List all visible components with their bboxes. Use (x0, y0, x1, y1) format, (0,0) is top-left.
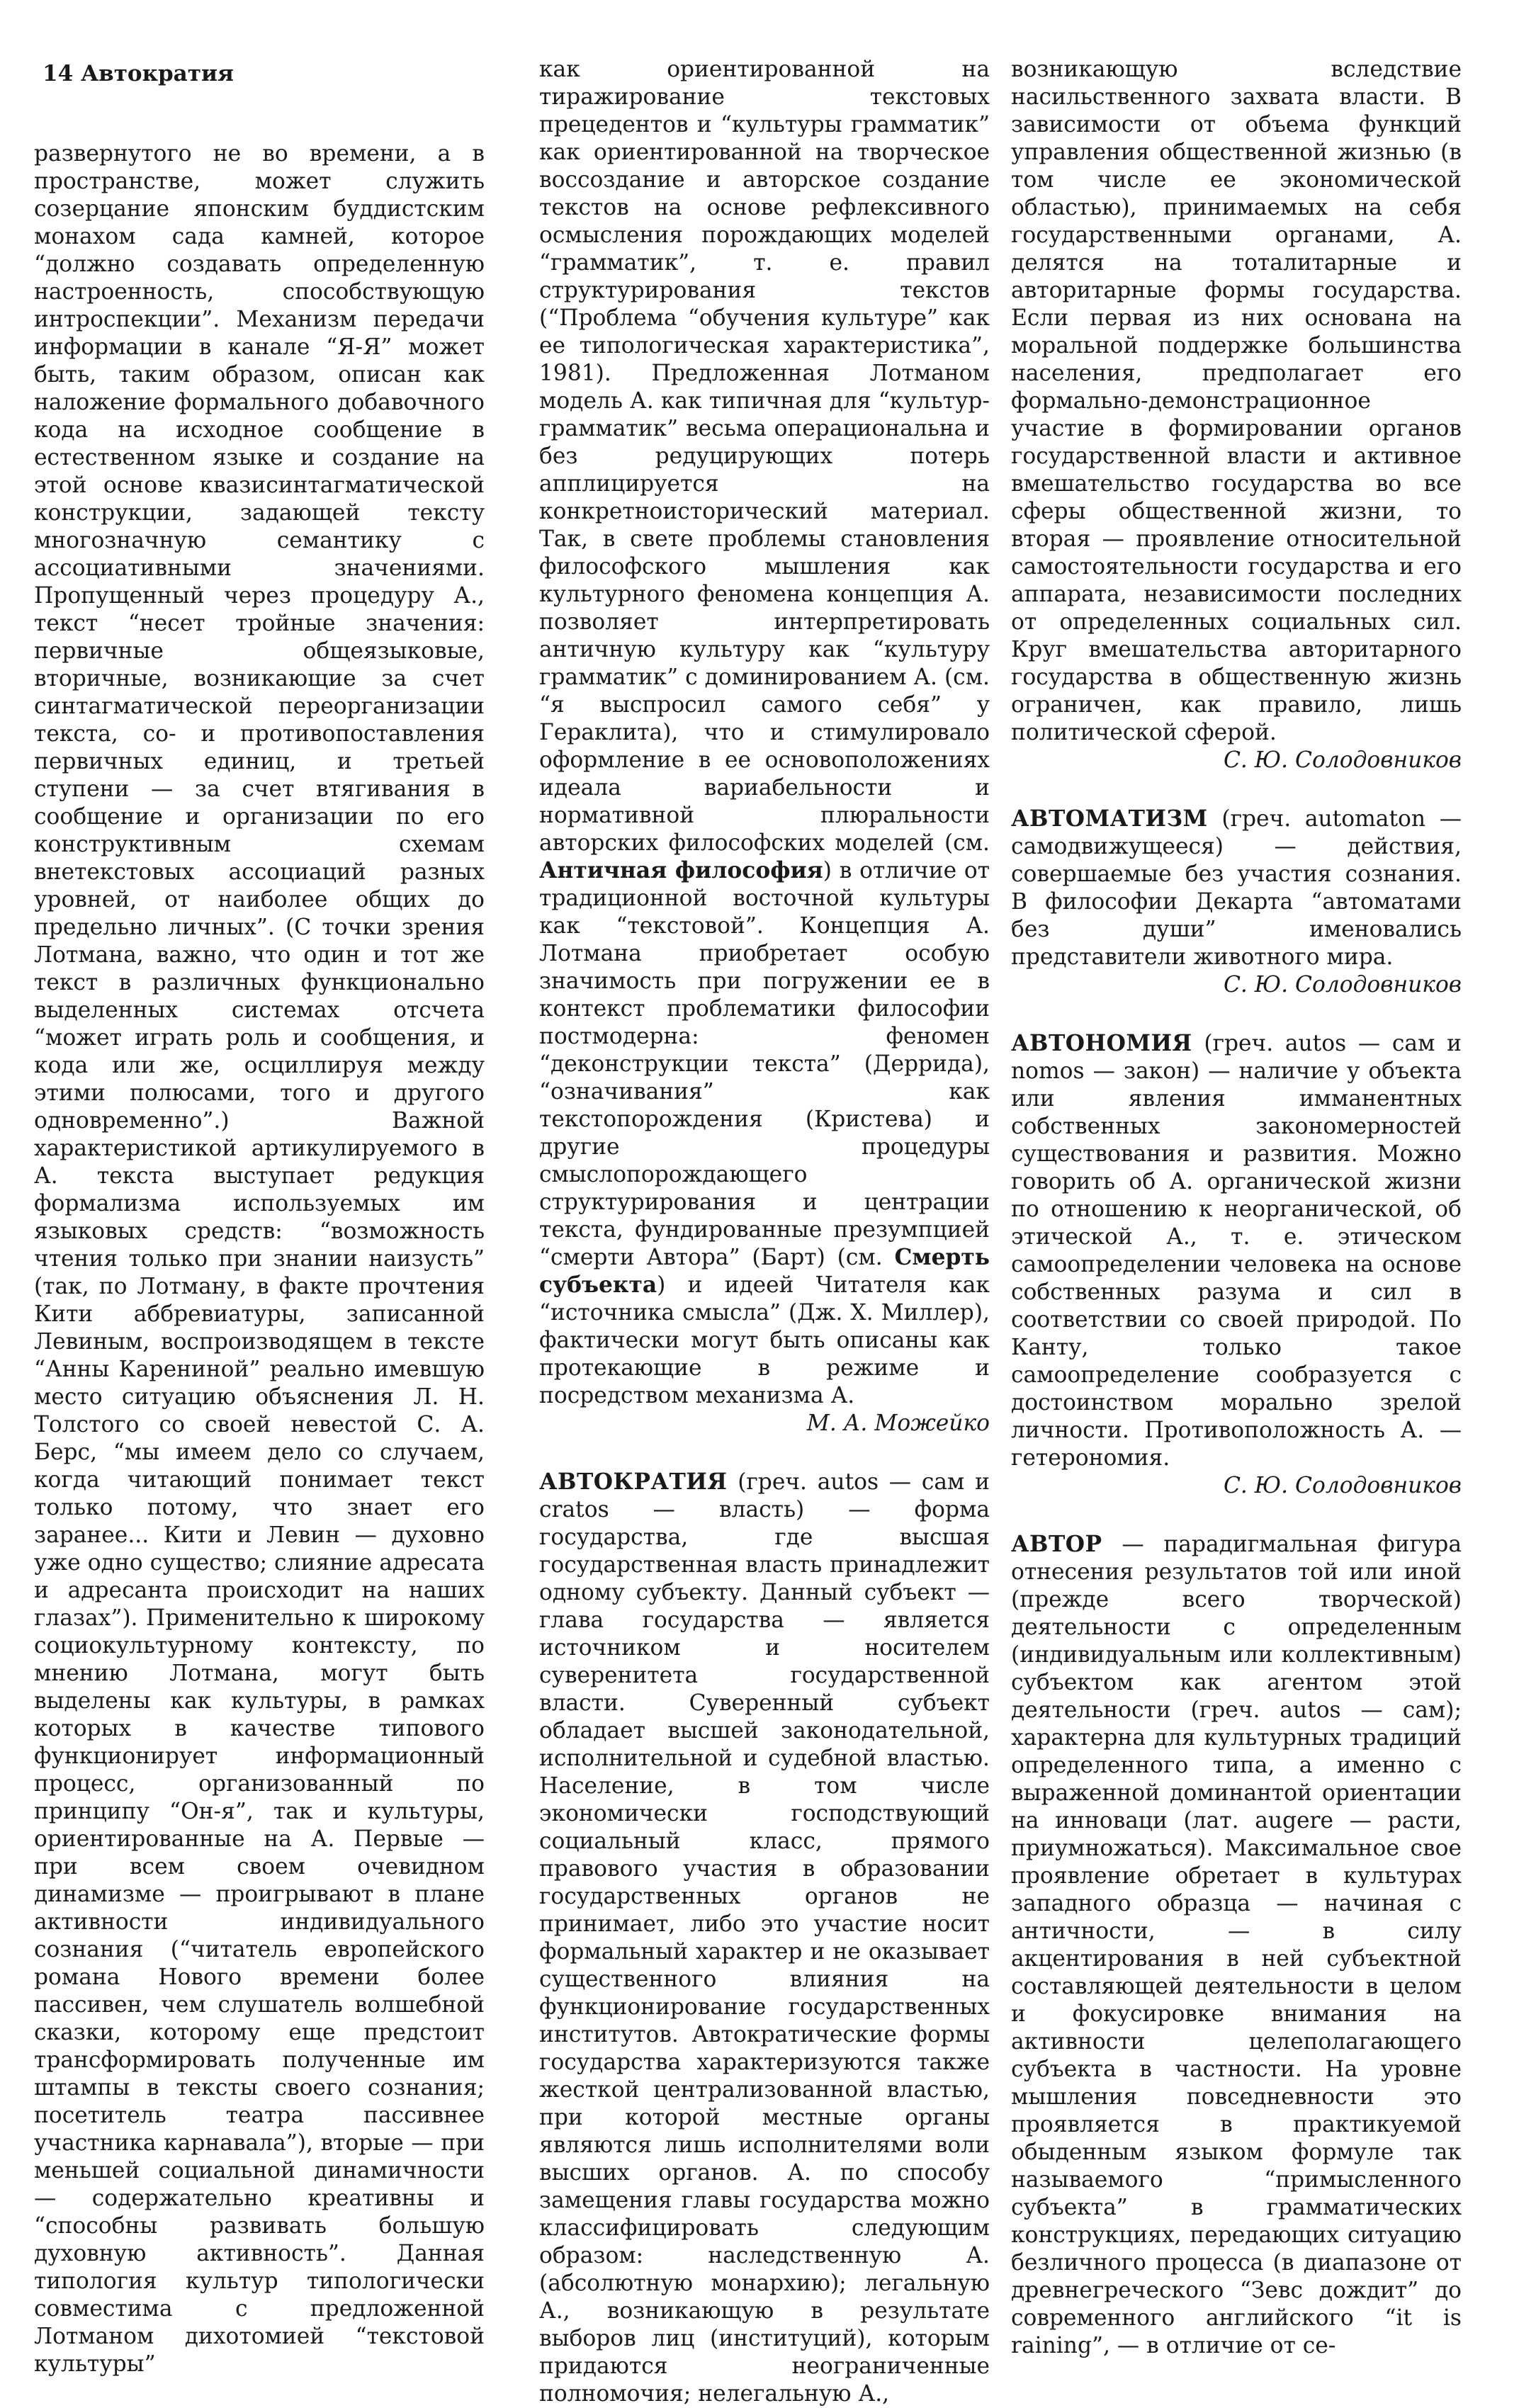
text: ) и идеей Читателя как “источника смысла” (Дж. Х. Миллер), фактически могут быть описаны как протекающие в режиме и посредством механизма А. (539, 1272, 990, 1408)
entry-term: АВТОКРАТИЯ (539, 1469, 728, 1495)
page-header (43, 61, 234, 86)
article-author: С. Ю. Солодовников (1223, 972, 1462, 997)
column-1 (34, 140, 485, 2378)
article-author: С. Ю. Солодовников (1223, 1473, 1462, 1498)
entry-text: (греч. autos — сам и cratos — власть) — форма государства, где высшая государственная власть принадлежит одному субъекту. Данный субъект — глава государства — является источником и носителем суверенитета государственной власти. Суверенный субъект обладает высшей законодательной, исполнительной и судебной властью. Население, в том числе экономически господствующий социальный класс, прямого правового участия в образовании государственных органов не принимает, либо это участие носит формальный характер и не оказывает существенного влияния на функционирование государственных институтов. Автократические формы государства характеризуются также жесткой централизованной властью, при которой местные органы являются лишь исполнителями воли высших органов. А. по способу замещения главы государства можно классифицировать следующим образом: наследственную А. (абсолютную монархию); легальную А., возникающую в результате выборов лиц (институций), которым придаются неограниченные полномочия; нелегальную А., (539, 1469, 990, 2407)
cross-reference: Античная философия (539, 858, 823, 883)
entry-term: АВТОР (1011, 1532, 1102, 1557)
column-3 (1011, 56, 1462, 2360)
entry-text: (греч. automaton — самодвижущееся) — действия, совершаемые без участия сознания. В философии Декарта “автоматами без души” именовались представители животного мира. (1011, 806, 1462, 970)
entry-author (1011, 1531, 1462, 2360)
entry-autonomy (1011, 1030, 1462, 1472)
article-author: М. А. Можейко (806, 1411, 990, 1436)
article-author: С. Ю. Солодовников (1223, 747, 1462, 773)
paragraph (539, 56, 990, 1410)
entry-term: АВТОМАТИЗМ (1011, 806, 1208, 832)
entry-term: АВТОНОМИЯ (1011, 1031, 1192, 1056)
text: как ориентированной на тиражирование текстовых прецедентов и “культуры грамматик” как ориентированной на творческое воссоздание и авторское создание текстов на основе рефлексивного осмысления порождающих моделей “грамматик”, т. е. правил структурирования текстов (“Проблема “обучения культуре” как ее типологическая характеристика”, 1981). Предложенная Лотманом модель А. как типичная для “культур-грамматик” весьма операциональна и без редуцирующих потерь апплицируется на конкретноисторический материал. Так, в свете проблемы становления философского мышления как культурного феномена концепция А. позволяет интерпретировать античную культуру как “культуру грамматик” с доминированием А. (см. “я выспросил самого себя” у Гераклита), что и стимулировало оформление в ее основоположениях идеала вариабельности и нормативной плюральности авторских философских моделей (см. (539, 57, 990, 856)
page-number: 14 (43, 61, 74, 86)
paragraph: развернутого не во времени, а в пространстве, может служить созерцание японским буддистским монахом сада камней, которое “должно создавать определенную настроенность, способствующую интроспекции”. Механизм передачи информации в канале “Я-Я” может быть, таким образом, описан как наложение формального добавочного кода на исходное сообщение в естественном языке и создание на этой основе квазисинтагматической конструкции, задающей тексту многозначную семантику с ассоциативными значениями. Пропущенный через процедуру А., текст “несет тройные значения: первичные общеязыковые, вторичные, возникающие за счет синтагматической переорганизации текста, со- и противопоставления первичных единиц, и третьей ступени — за счет втягивания в сообщение и организации по его конструктивным схемам внетекстовых ассоциаций разных уровней, от наиболее общих до предельно личных”. (С точки зрения Лотмана, важно, что один и тот же текст в различных функционально выделенных системах отсчета “может играть роль и сообщения, и кода или же, осциллируя между этими полюсами, того и другого одновременно”.) Важной характеристикой артикулируемого в А. текста выступает редукция формализма используемых им языковых средств: “возможность чтения только при знании наизусть” (так, по Лотману, в факте прочтения Кити аббревиатуры, записанной Левиным, воспроизводящем в тексте “Анны Карениной” реально имевшую место ситуацию объяснения Л. Н. Толстого со своей невестой С. А. Берс, “мы имеем дело со случаем, когда читающий понимает текст только потому, что знает его заранее... Кити и Левин — духовно уже одно существо; слияние адресата и адресанта происходит на наших глазах”). Применительно к широкому социокультурному контексту, по мнению Лотмана, могут быть выделены как культуры, в рамках которых в качестве типового функционирует информационный процесс, организованный по принципу “Он-я”, так и культуры, ориентированные на А. Первые — при всем своем очевидном динамизме — проигрывают в плане активности индивидуального сознания (“читатель европейского романа Нового времени более пассивен, чем слушатель волшебной сказки, которому еще предстоит трансформировать полученные им штампы в тексты своего сознания; посетитель театра пассивнее участника карнавала”), вторые — при меньшей социальной динамичности — содержательно креативны и “способны развивать большую духовную активность”. Данная типология культур типологически совместима с предложенной Лотманом дихотомией “текстовой культуры” (34, 141, 485, 2377)
cross-reference: Смерть субъекта (539, 1245, 990, 1298)
entry-automatism (1011, 806, 1462, 971)
running-title: Автократия (80, 61, 234, 86)
entry-text: (греч. autos — сам и nomos — закон) — наличие у объекта или явления имманентных собственных закономерностей существования и развития. Можно говорить об А. органической жизни по отношению к неорганической, об этической А., т. е. этическом самоопределении человека на основе собственных разума и сил в соответствии со своей природой. По Канту, только такое самоопределение сообразуется с достоинством морально зрелой личности. Противоположность А. — гетерономия. (1011, 1031, 1462, 1471)
text: ) в отличие от традиционной восточной культуры как “текстовой”. Концепция А. Лотмана приобретает особую значимость при погружении ее в контекст проблематики философии постмодерна: феномен “деконструкции текста” (Деррида), “означивания” как текстопорождения (Кристева) и другие процедуры смыслопорождающего структурирования и центрации текста, фундированные презумпцией “смерти Автора” (Барт) (см. (539, 858, 990, 1270)
entry-autocracy (539, 1469, 990, 2408)
paragraph: возникающую вследствие насильственного захвата власти. В зависимости от объема функций управления общественной жизнью (в том числе ее экономической областью), принимаемых на себя государственными органами, А. делятся на тоталитарные и авторитарные формы государства. Если первая из них основана на моральной поддержке большинства населения, предполагает его формально-демонстрационное участие в формировании органов государственной власти и активное вмешательство государства во все сферы общественной жизни, то вторая — проявление относительной самостоятельности государства и его аппарата, независимости последних от определенных социальных сил. Круг вмешательства авторитарного государства в общественную жизнь ограничен, как правило, лишь политической сферой. (1011, 57, 1462, 745)
column-2 (539, 56, 990, 2408)
entry-text: — парадигмальная фигура отнесения результатов той или иной (прежде всего творческой) деятельности с определенным (индивидуальным или коллективным) субъектом как агентом этой деятельности (греч. autos — сам); характерна для культурных традиций определенного типа, а именно с выраженной доминантой ориентации на инноваци (лат. augere — расти, приумножаться). Максимальное свое проявление обретает в культурах западного образца — начиная с античности, — в силу акцентирования в ней субъектной составляющей деятельности в целом и фокусировке внимания на активности целеполагающего субъекта в частности. На уровне мышления повседневности это проявляется в практикуемой обыденным языком формуле так называемого “примысленного субъекта” в грамматических конструкциях, передающих ситуацию безличного процесса (в диапазоне от древнегреческого “Зевс дождит” до современного английского “it is raining”, — в отличие от се- (1011, 1532, 1462, 2358)
